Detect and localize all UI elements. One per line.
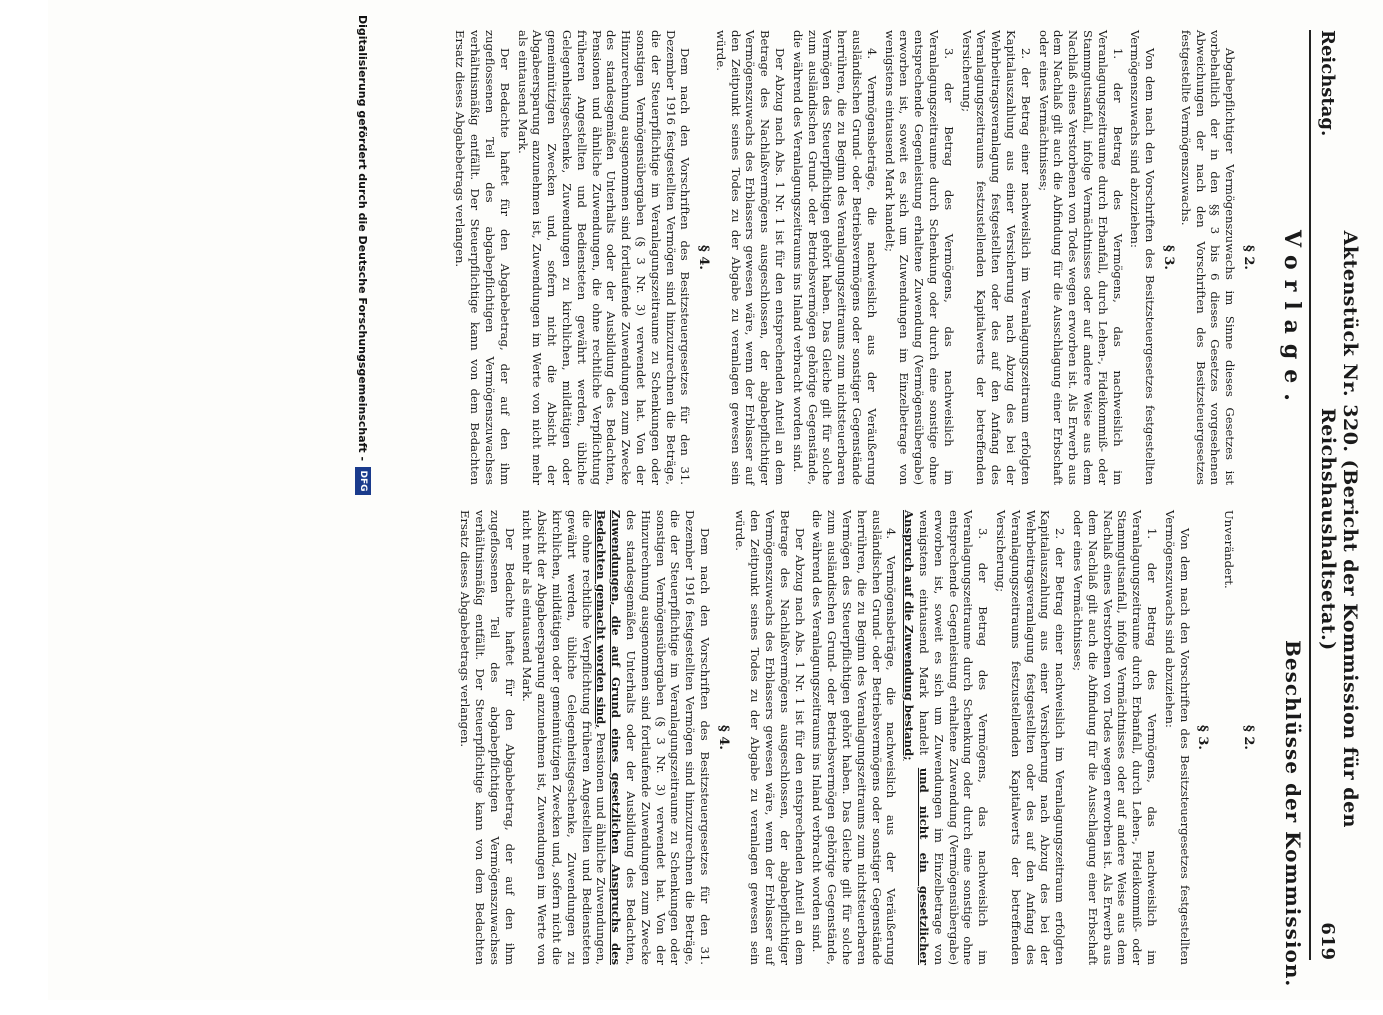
right-column	[454, 510, 1255, 965]
right-column-heading: Beschlüsse der Kommission.	[1281, 640, 1305, 988]
paragraph	[520, 510, 712, 965]
paragraph: Von dem nach den Vorschriften des Besitzsteuergesetzes festgestellten Vermögenszuwachs sind abzuziehen:	[1128, 30, 1158, 485]
footer-text: Digitalisierung gefördert durch die Deutsche Forschungsgemeinschaft -	[356, 15, 370, 462]
section-title: § 3.	[1195, 725, 1211, 750]
page-number: 619	[1317, 922, 1338, 960]
paragraph: Der Abzug nach Abs. 1 Nr. 1 ist für den entsprechenden Anteil an dem Betrage des Nachlaßvermögens ausgeschlossen, der abgabepflichtiger Vermögenszuwachs des Erblassers gewesen wäre, wenn der Erblasser auf den Zeitpunkt seines Todes zu der Abgabe zu veranlagen gewesen sein würde.	[713, 30, 788, 485]
page-header	[1309, 30, 1361, 960]
paragraph: Unverändert.	[1222, 510, 1237, 589]
paragraph: Der Abzug nach Abs. 1 Nr. 1 ist für den entsprechenden Anteil an dem Betrage des Nachlaßvermögens ausgeschlossen, der abgabepflichtiger Vermögenszuwachs des Erblassers gewesen wäre, wenn der Erblasser auf den Zeitpunkt seines Todes zu der Abgabe zu veranlagen gewesen sein würde.	[733, 510, 807, 965]
section-title: § 3.	[1161, 245, 1177, 270]
section-title: § 2.	[1241, 725, 1256, 750]
section-title: § 4.	[696, 245, 712, 270]
text-span: Pensionen und ähnliche Zuwendungen, die ohne rechtliche Verpflichtung früheren Angestellten und Bediensteten gewährt werden, übliche Gelegenheitsgeschenke, Zuwendungen zu kirchlichen, mildtätigen oder gemeinnützigen Zwecken und, sofern nicht die Absicht der Abgabeersparung anzunehmen ist, Zuwendungen im Werte von nicht mehr als eintausend Mark.	[520, 510, 609, 965]
paragraph: Der Bedachte haftet für den Abgabebetrag, der auf den ihm zugeflossenen Teil des abgabepflichtigen Vermögenszuwachses verhältnismäßig entfällt. Der Steuerpflichtige kann von dem Bedachten Ersatz dieses Abgabebetrags verlangen.	[453, 30, 512, 485]
text-span: Dem nach den Vorschriften des Besitzsteuergesetzes für den 31. Dezember 1916 festgestellten Vermögen sind hinzuzurechnen die Beträge, die der Steuerpflichtige im Veranlagungszeitraume zu Schenkungen oder sonstigen Vermögensübergaben (§ 3 Nr. 3) verwendet hat. Von der Hinzurechnung ausgenommen sind fortlaufende Zuwendungen zum Zwecke des standesgemäßen Unterhalts oder der Ausbildung des Bedachten,	[623, 510, 712, 965]
paragraph	[901, 510, 990, 965]
paragraph: Der Bedachte haftet für den Abgabebetrag, der auf den ihm zugeflossenen Teil des abgabepflichtigen Vermögenszuwachses verhältnismäßig entfällt. Der Steuerpflichtige kann von dem Bedachten Ersatz dieses Abgabebetrags verlangen.	[458, 510, 517, 965]
paragraph: 2. der Betrag einer nachweislich im Veranlagungszeitraum erfolgten Kapitalauszahlung aus einer Versicherung nach Abzug des bei der Wehrbeitragsveranlagung festgestellten oder des auf den Anfang des Veranlagungszeitraums festzustellenden Kapitalwerts der betreffenden Versicherung;	[994, 510, 1068, 965]
section-title: § 4.	[715, 725, 731, 750]
amendment-text: Zuwendungen, die auf Grund eines gesetzlichen Anspruchs des Bedachten gemacht worden sind,	[594, 510, 624, 965]
left-column-heading: Vorlage.	[1279, 230, 1305, 411]
left-column	[450, 30, 1255, 485]
header-title: Aktenstück Nr. 320. (Bericht der Kommission für den Reichshaushaltsetat.)	[1317, 230, 1361, 828]
paragraph: 1. der Betrag des Vermögens, das nachweislich im Veranlagungszeitraume durch Erbanfall, durch Lehen-, Fideikommiß- oder Stammgutsanfall, infolge Vermächtnisses oder auf andere Weise aus dem Nachlaß eines Verstorbenen von Todes wegen erworben ist. Als Erwerb aus dem Nachlaß gilt auch die Abfindung für die Ausschlagung einer Erbschaft oder eines Vermächtnisses;	[1071, 510, 1160, 965]
dfg-logo: DFG	[355, 467, 371, 495]
header-left: Reichstag.	[1317, 30, 1338, 137]
paragraph: Von dem nach den Vorschriften des Besitzsteuergesetzes festgestellten Vermögenszuwachs sind abzuziehen:	[1162, 510, 1192, 965]
paragraph: 4. Vermögensbeträge, die nachweislich aus der Veräußerung ausländischen Grund- oder Betriebsvermögens oder sonstiger Gegenstände herrühren, die zu Beginn des Veranlagungszeitraums zum nichtsteuerbaren Vermögen des Steuerpflichtigen gehört haben. Das Gleiche gilt für solche zum ausländischen Grund- oder Betriebsvermögen gehörige Gegenstände, die während des Veranlagungszeitraums ins Inland verbracht worden sind.	[790, 30, 879, 485]
section-title: § 2.	[1241, 245, 1256, 270]
document-page	[48, 0, 1383, 1000]
paragraph: 4. Vermögensbeträge, die nachweislich aus der Veräußerung ausländischen Grund- oder Betriebsvermögens oder sonstiger Gegenstände herrühren, die zu Beginn des Veranlagungszeitraums zum nichtsteuerbaren Vermögen des Steuerpflichtigen gehört haben. Das Gleiche gilt für solche zum ausländischen Grund- oder Betriebsvermögen gehörige Gegenstände, die während des Veranlagungszeitraums ins Inland verbracht worden sind.	[810, 510, 899, 965]
paragraph: 3. der Betrag des Vermögens, das nachweislich im Veranlagungszeitraume durch Schenkung oder durch eine sonstige ohne entsprechende Gegenleistung erhaltene Zuwendung (Vermögensübergabe) erworben ist, soweit es sich um Zuwendungen im Einzelbetrage von wenigstens eintausend Mark handelt;	[882, 30, 956, 485]
digitization-footer	[355, 0, 371, 1015]
paragraph: 1. der Betrag des Vermögens, das nachweislich im Veranlagungszeitraume durch Erbanfall, durch Lehen-, Fideikommiß- oder Stammgutsanfall, infolge Vermächtnisses oder auf andere Weise aus dem Nachlaß eines Verstorbenen von Todes wegen erworben ist. Als Erwerb aus dem Nachlaß gilt auch die Abfindung für die Ausschlagung einer Erbschaft oder eines Vermächtnisses;	[1036, 30, 1125, 485]
paragraph: Abgabepflichtiger Vermögenszuwachs im Sinne dieses Gesetzes ist vorbehaltlich der in den §§ 3 bis 6 dieses Gesetzes vorgesehenen Abweichungen der nach den Vorschriften des Besitzsteuergesetzes festgestellte Vermögenszuwachs.	[1178, 30, 1238, 485]
paragraph: Dem nach den Vorschriften des Besitzsteuergesetzes für den 31. Dezember 1916 festgestellten Vermögen sind hinzuzurechnen die Beträge, die der Steuerpflichtige im Veranlagungszeitraume zu Schenkungen oder sonstigen Vermögensübergaben (§ 3 Nr. 3) verwendet hat. Von der Hinzurechnung ausgenommen sind fortlaufende Zuwendungen zum Zwecke des standesgemäßen Unterhalts oder der Ausbildung des Bedachten, Pensionen und ähnliche Zuwendungen, die ohne rechtliche Verpflichtung früheren Angestellten und Bediensteten gewährt werden, übliche Gelegenheitsgeschenke, Zuwendungen zu kirchlichen, mildtätigen oder gemeinnützigen Zwecken und, sofern nicht die Absicht der Abgabeersparung anzunehmen ist, Zuwendungen im Werte von nicht mehr als eintausend Mark.	[515, 30, 693, 485]
text-span: 3. der Betrag des Vermögens, das nachweislich im Veranlagungszeitraume durch Schenkung oder durch eine sonstige ohne entsprechende Gegenleistung erhaltene Zuwendung (Vermögensübergabe) erworben ist, soweit es sich um Zuwendungen im Einzelbetrage von wenigstens eintausend Mark handelt	[917, 510, 991, 965]
amendment-text: und nicht ein gesetzlicher Anspruch auf die Zuwendung bestand;	[902, 510, 932, 966]
paragraph: 2. der Betrag einer nachweislich im Veranlagungszeitraum erfolgten Kapitalauszahlung aus einer Versicherung nach Abzug des bei der Wehrbeitragsveranlagung festgestellten oder des auf den Anfang des Veranlagungszeitraums festzustellenden Kapitalwerts der betreffenden Versicherung;	[959, 30, 1033, 485]
